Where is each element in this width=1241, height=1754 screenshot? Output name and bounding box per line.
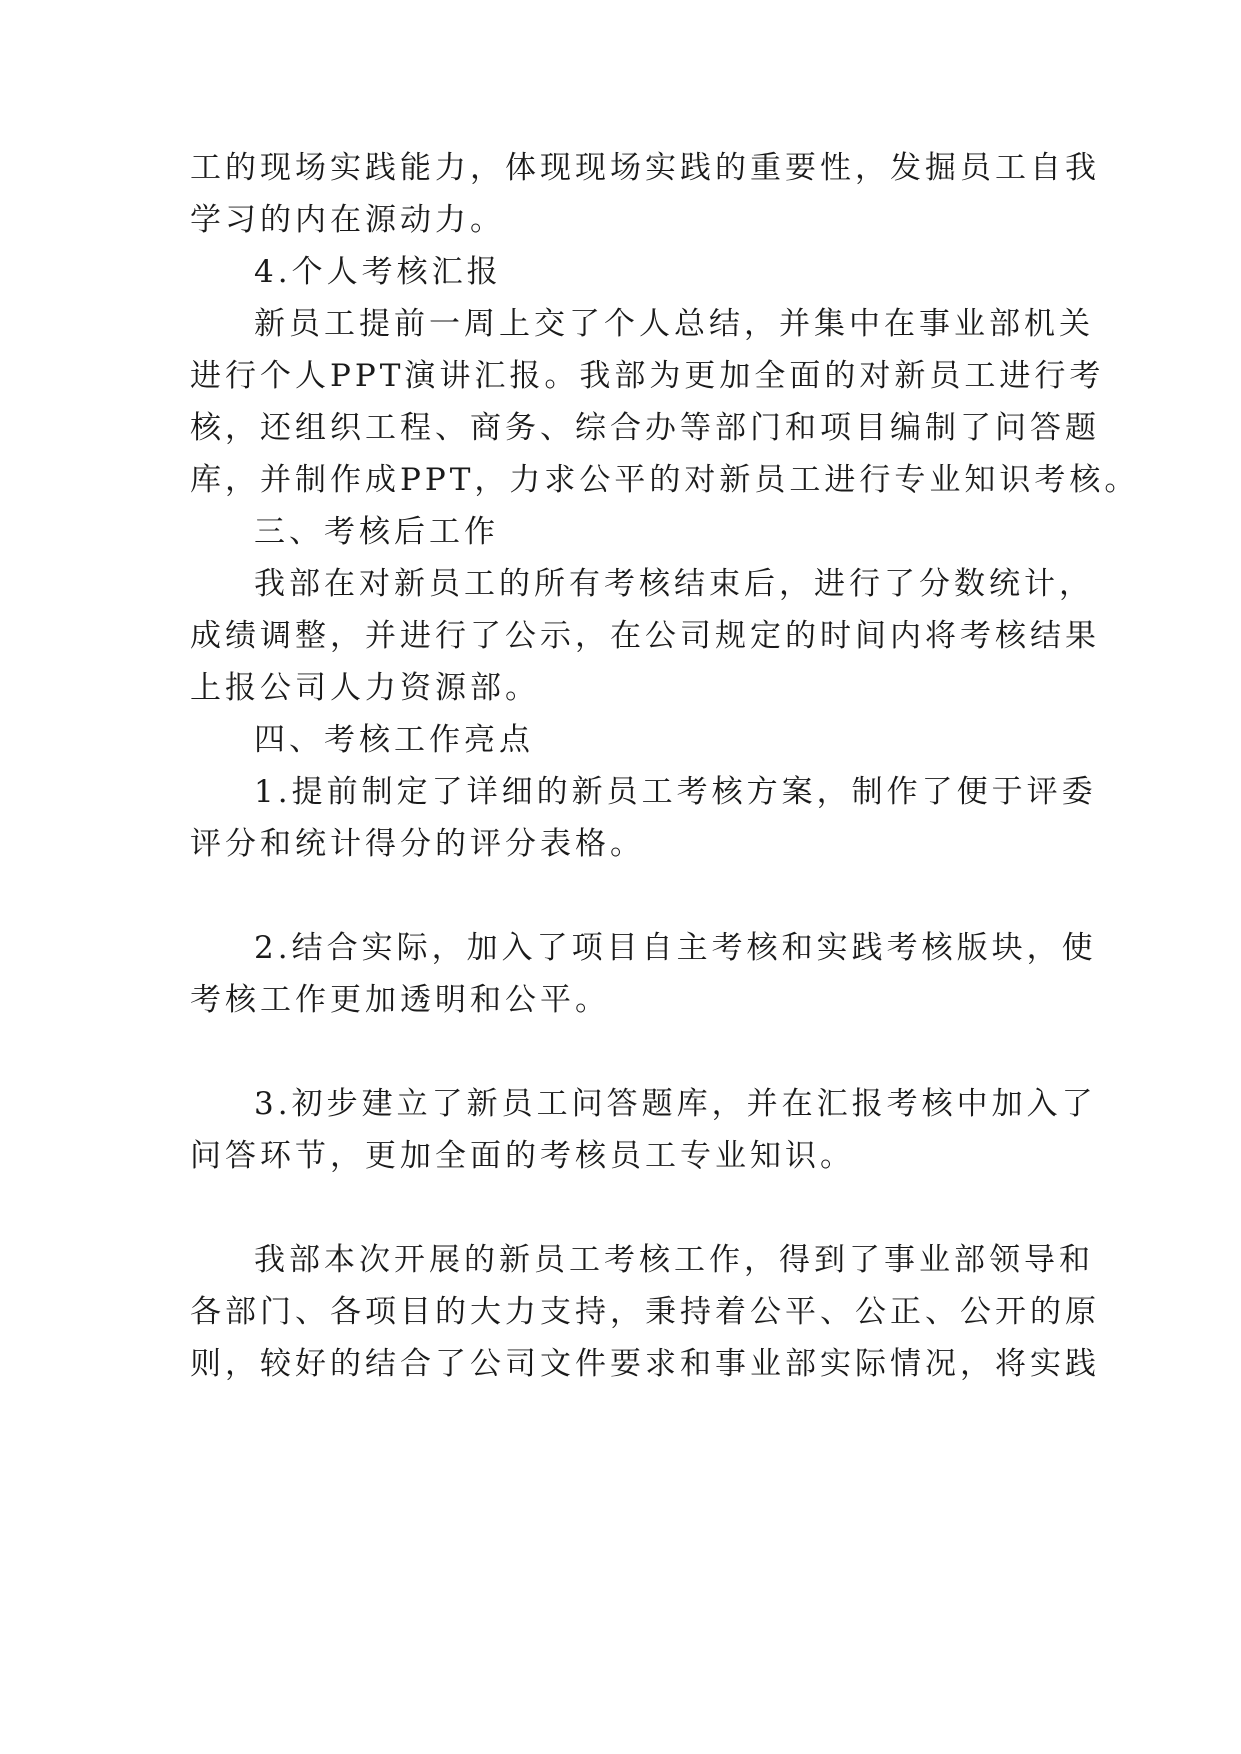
section-heading: 三、考核后工作 (254, 514, 499, 550)
text-line: 学习的内在源动力。 (190, 202, 505, 238)
paragraph-start: 我部本次开展的新员工考核工作，得到了事业部领导和 (254, 1242, 1094, 1278)
text-line: 工的现场实践能力，体现现场实践的重要性，发掘员工自我 (190, 150, 1100, 186)
text-line: 问答环节，更加全面的考核员工专业知识。 (190, 1138, 855, 1174)
text-line: 核，还组织工程、商务、综合办等部门和项目编制了问答题 (190, 410, 1100, 446)
paragraph-start: 新员工提前一周上交了个人总结，并集中在事业部机关 (254, 306, 1094, 342)
list-item-start: 1.提前制定了详细的新员工考核方案，制作了便于评委 (254, 774, 1097, 810)
text-line: 库，并制作成PPT，力求公平的对新员工进行专业知识考核。 (190, 462, 1140, 498)
text-line: 上报公司人力资源部。 (190, 670, 540, 706)
text-line: 成绩调整，并进行了公示，在公司规定的时间内将考核结果 (190, 618, 1100, 654)
list-item-start: 2.结合实际，加入了项目自主考核和实践考核版块，使 (254, 930, 1097, 966)
text-line: 则，较好的结合了公司文件要求和事业部实际情况，将实践 (190, 1346, 1100, 1382)
section-heading: 4.个人考核汇报 (254, 254, 502, 290)
text-line: 进行个人PPT演讲汇报。我部为更加全面的对新员工进行考 (190, 358, 1105, 394)
list-item-start: 3.初步建立了新员工问答题库，并在汇报考核中加入了 (254, 1086, 1097, 1122)
paragraph-start: 我部在对新员工的所有考核结束后，进行了分数统计， (254, 566, 1094, 602)
section-heading: 四、考核工作亮点 (254, 722, 534, 758)
text-line: 考核工作更加透明和公平。 (190, 982, 610, 1018)
text-line: 各部门、各项目的大力支持，秉持着公平、公正、公开的原 (190, 1294, 1100, 1330)
text-line: 评分和统计得分的评分表格。 (190, 826, 645, 862)
